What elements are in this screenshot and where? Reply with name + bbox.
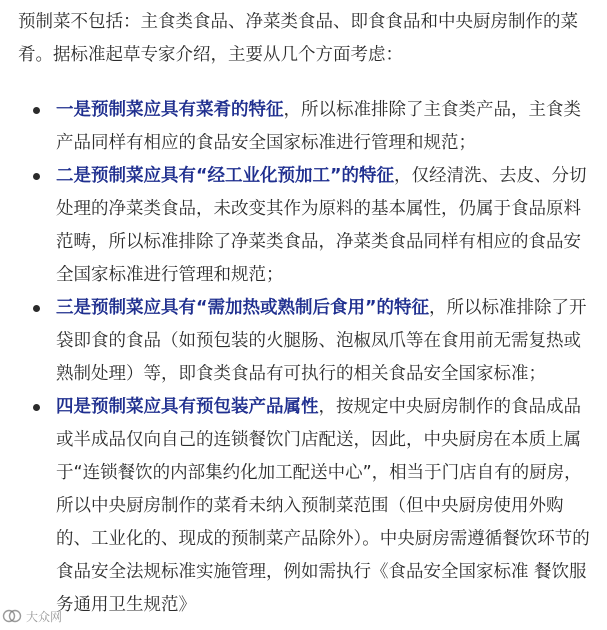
list-item [56,94,596,160]
list-item [56,391,596,622]
point-body: ，所以标准排除了主食类产品，主食类产品同样有相应的食品安全国家标准进行管理和规范； [56,100,581,153]
bullet-dot-icon [33,107,40,114]
point-lead: 二是预制菜应具有“经工业化预加工”的特征 [56,166,395,186]
list-item [56,160,596,292]
intro-paragraph: 预制菜不包括：主食类食品、净菜类食品、即食食品和中央厨房制作的菜肴。据标准起草专家介绍，主要从几个方面考虑： [18,12,578,65]
watermark-logo-icon [2,608,22,624]
bullet-dot-icon [33,173,40,180]
point-lead: 四是预制菜应具有预包装产品属性 [56,397,319,417]
watermark [2,604,62,628]
point-lead: 三是预制菜应具有“需加热或熟制后食用”的特征 [56,298,430,318]
bullet-dot-icon [33,305,40,312]
list-item [56,292,596,391]
bullet-dot-icon [33,404,40,411]
article-body [18,6,596,622]
point-lead: 一是预制菜应具有菜肴的特征 [56,100,284,120]
considerations-list [18,94,596,622]
point-body: ，所以标准排除了开袋即食的食品（如预包装的火腿肠、泡椒凤爪等在食用前无需复热或熟制处理）等，即食类食品有可执行的相关食品安全国家标准； [56,298,587,384]
point-body: ，仅经清洗、去皮、分切处理的净菜类食品，未改变其作为原料的基本属性，仍属于食品原料范畴，所以标准排除了净菜类食品，净菜类食品同样有相应的食品安全国家标准进行管理和规范； [56,166,587,285]
point-body: ，按规定中央厨房制作的食品成品或半成品仅向自己的连锁餐饮门店配送，因此，中央厨房在本质上属于“连锁餐饮的内部集约化加工配送中心”，相当于门店自有的厨房，所以中央厨房制作的菜肴未纳入预制菜范围（但中央厨房使用外购的、工业化的、现成的预制菜产品除外）。中央厨房需遵循餐饮环节的食品安全法规标准实施管理，例如需执行《食品安全国家标准 餐饮服务通用卫生规范》 [56,397,590,615]
watermark-text: 大众网 [26,609,63,624]
